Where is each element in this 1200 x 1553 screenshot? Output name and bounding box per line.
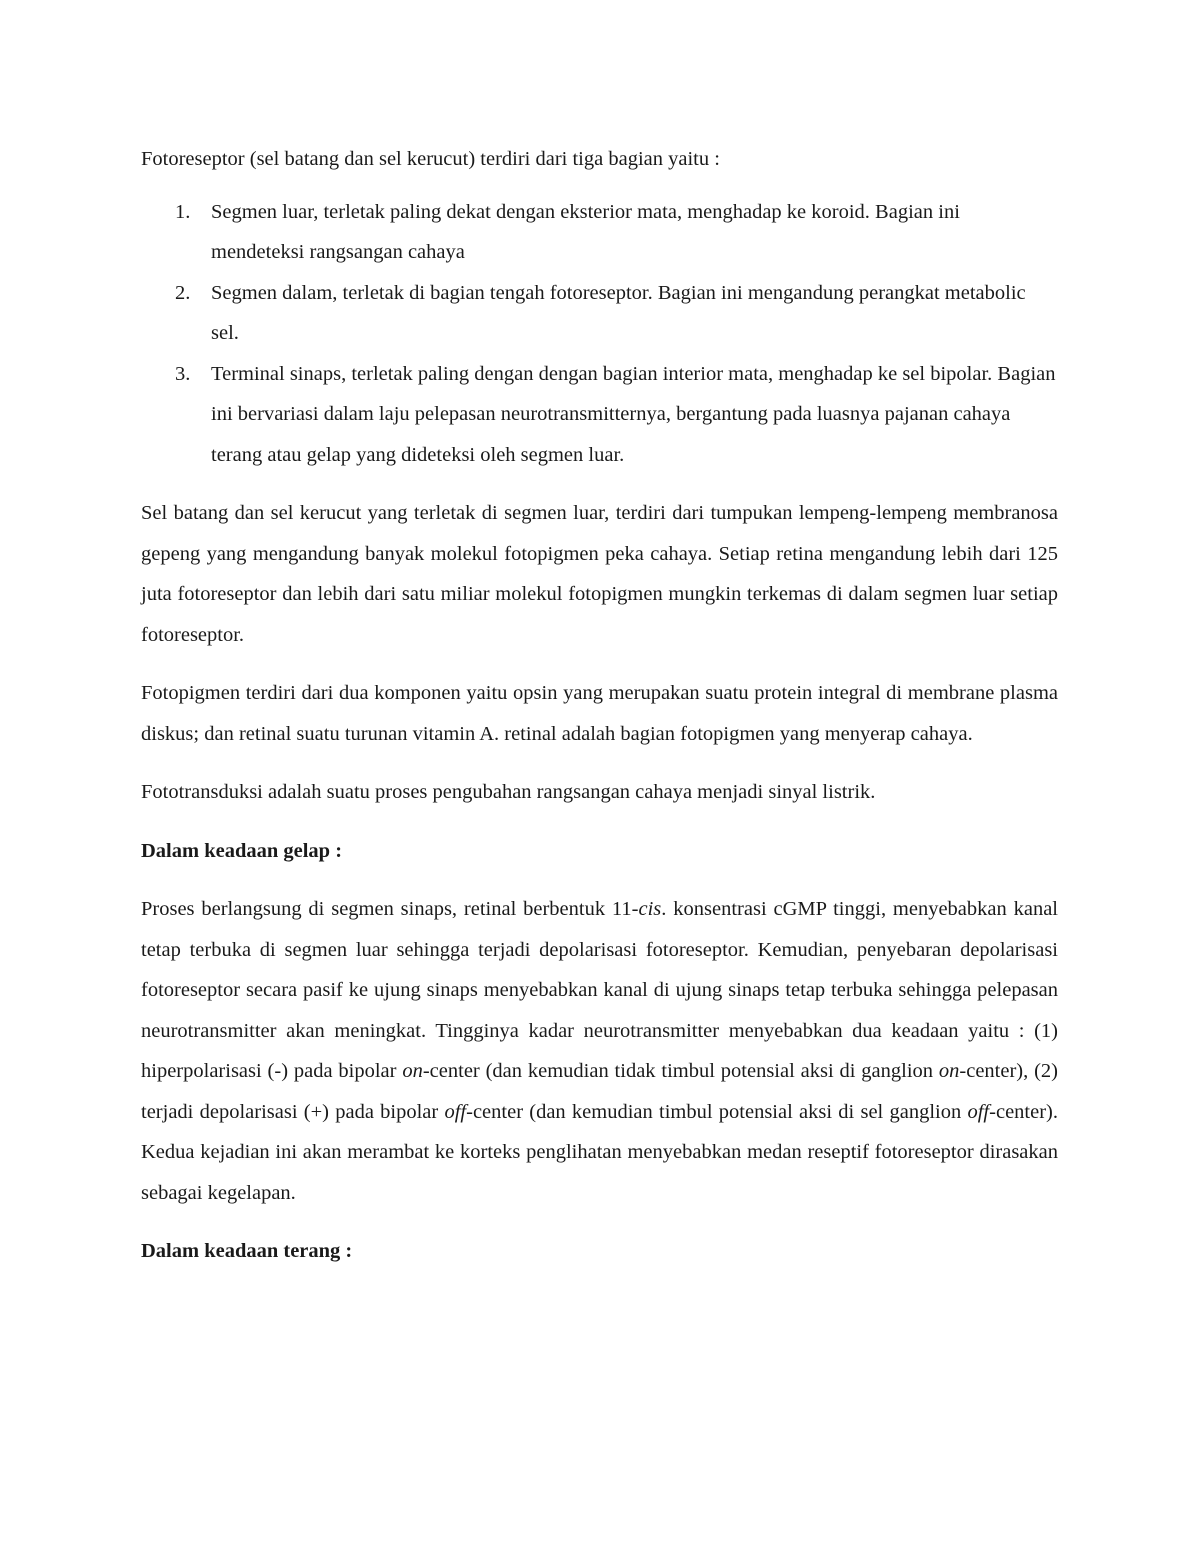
dark-text-2: . konsentrasi cGMP tinggi, menyebabkan kanal tetap terbuka di segmen luar sehingga terjadi depolarisasi fotoreseptor. Kemudian, penyebaran depolarisasi fotoreseptor secara pasif ke ujung sinaps menyebabkan kanal di ujung sinaps tetap terbuka sehingga pelepasan neurotransmitter akan meningkat. Tingginya kadar neurotransmitter menyebabkan dua keadaan yaitu : (1) hiperpolarisasi (-) pada bipolar <box>141 898 1058 1082</box>
heading-dark: Dalam keadaan gelap : <box>141 839 343 862</box>
dark-text-6: -center). Kedua kejadian ini akan merambat ke korteks penglihatan menyebabkan medan reseptif fotoreseptor dirasakan sebagai kegelapan. <box>141 1100 1058 1204</box>
dark-italic-on-1: on <box>402 1060 423 1082</box>
list-item-text: Segmen dalam, terletak di bagian tengah fotoreseptor. Bagian ini mengandung perangkat metabolic sel. <box>211 281 1026 344</box>
dark-text-3: -center (dan kemudian tidak timbul potensial aksi di ganglion <box>422 1060 939 1082</box>
outer-segment-paragraph: Sel batang dan sel kerucut yang terletak di segmen luar, terdiri dari tumpukan lempeng-lempeng membranosa gepeng yang mengandung banyak molekul fotopigmen peka cahaya. Setiap retina mengandung lebih dari 125 juta fotoreseptor dan lebih dari satu miliar molekul fotopigmen mungkin terkemas di dalam segmen luar setiap fotoreseptor. <box>141 502 1058 646</box>
phototransduction-paragraph: Fototransduksi adalah suatu proses pengubahan rangsangan cahaya menjadi sinyal listrik. <box>141 781 876 803</box>
list-item <box>141 354 1058 476</box>
list-item <box>141 192 1058 273</box>
intro-paragraph: Fotoreseptor (sel batang dan sel kerucut) terdiri dari tiga bagian yaitu : <box>141 148 720 170</box>
dark-paragraph <box>141 889 1058 1213</box>
dark-italic-on-2: on <box>938 1060 960 1082</box>
dark-text-4: -center), (2) terjadi depolarisasi (+) pada bipolar <box>141 1060 1058 1123</box>
dark-text-5: -center (dan kemudian timbul potensial aksi di sel ganglion <box>466 1100 968 1123</box>
list-number: 2. <box>175 281 191 304</box>
photopigment-paragraph: Fotopigmen terdiri dari dua komponen yaitu opsin yang merupakan suatu protein integral di membrane plasma diskus; dan retinal suatu turunan vitamin A. retinal adalah bagian fotopigmen yang menyerap cahaya. <box>141 682 1058 745</box>
list-number: 1. <box>175 200 191 223</box>
dark-italic-cis: cis <box>638 898 662 920</box>
list-item-text: Terminal sinaps, terletak paling dengan dengan bagian interior mata, menghadap ke sel bipolar. Bagian ini bervariasi dalam laju pelepasan neurotransmitternya, bergantung pada luasnya pajanan cahaya terang atau gelap yang dideteksi oleh segmen luar. <box>211 362 1056 466</box>
list-item <box>141 273 1058 354</box>
document-page <box>141 139 1058 1290</box>
list-item-text: Segmen luar, terletak paling dekat dengan eksterior mata, menghadap ke koroid. Bagian ini mendeteksi rangsangan cahaya <box>211 200 960 263</box>
photoreceptor-parts-list <box>141 192 1058 476</box>
dark-italic-off-2: off <box>967 1100 990 1123</box>
dark-italic-off-1: off <box>444 1100 467 1123</box>
list-number: 3. <box>175 362 191 385</box>
dark-text-1: Proses berlangsung di segmen sinaps, retinal berbentuk 11- <box>141 898 639 920</box>
heading-light: Dalam keadaan terang : <box>141 1240 353 1262</box>
